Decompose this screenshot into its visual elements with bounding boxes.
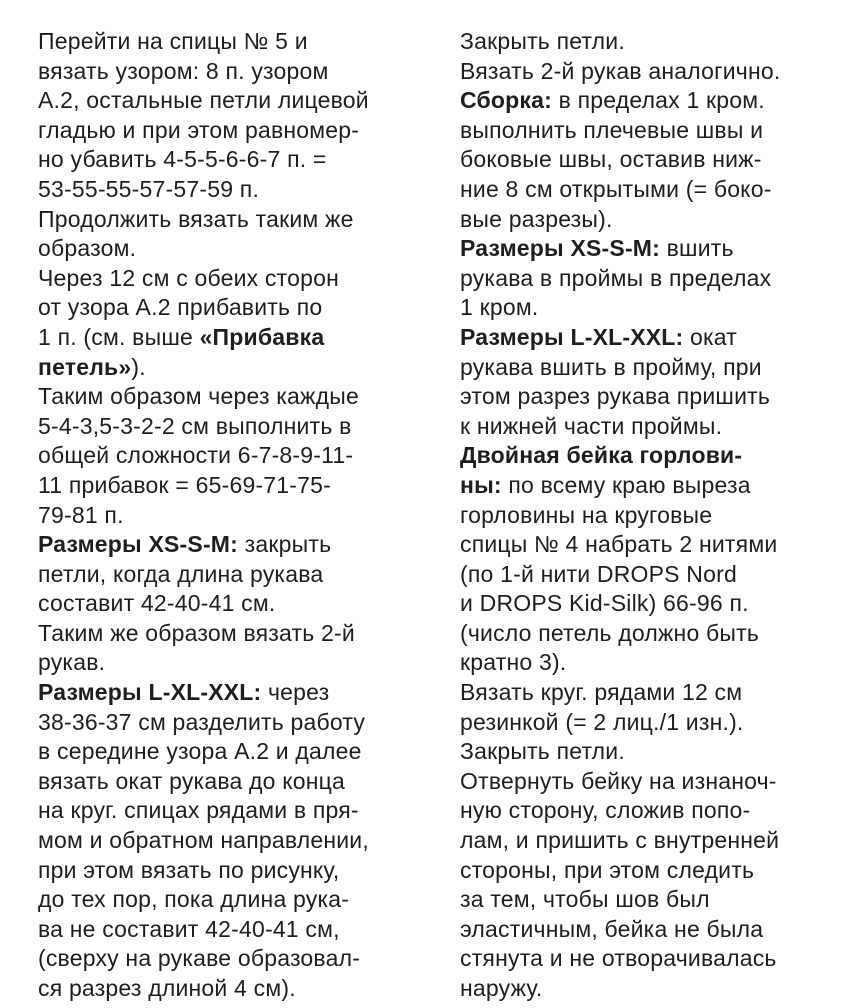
text-line: [460, 353, 780, 383]
body-text: закрыть: [238, 531, 332, 558]
body-text: образом.: [38, 235, 137, 262]
body-text: Закрыть петли.: [460, 28, 625, 54]
body-text: общей сложности 6-7-8-9-11-: [38, 442, 354, 469]
text-line: [38, 382, 369, 412]
text-line: [38, 796, 369, 826]
text-line: [38, 234, 369, 264]
body-text: ся разрез длиной 4 см).: [38, 975, 296, 1001]
text-line: [460, 234, 780, 264]
body-text: от узора A.2 прибавить по: [38, 294, 323, 321]
body-text: ва не составит 42-40-41 см,: [38, 915, 340, 942]
body-text: Закрыть петли.: [460, 738, 625, 765]
body-text: (сверху на рукаве образовал-: [38, 945, 361, 972]
text-line: [38, 708, 369, 738]
text-line: [38, 885, 369, 915]
body-text: и DROPS Kid-Silk) 66-96 п.: [460, 590, 749, 617]
body-text: Через 12 см с обеих сторон: [38, 264, 339, 291]
text-line: [38, 145, 369, 175]
text-line: [460, 796, 780, 826]
body-text: горловины на круговые: [460, 501, 713, 528]
body-text: резинкой (= 2 лиц./1 изн.).: [460, 708, 744, 735]
text-line: [38, 264, 369, 294]
text-line: [460, 856, 780, 886]
body-text: Таким же образом вязать 2-й: [38, 619, 355, 646]
text-line: [38, 116, 369, 146]
text-line: [38, 27, 369, 57]
body-text: но убавить 4-5-5-6-6-7 п. =: [38, 146, 327, 173]
text-line: [460, 175, 780, 205]
body-text: к нижней части проймы.: [460, 412, 723, 439]
bold-heading-text: «Прибавка: [199, 323, 325, 350]
body-text: ).: [131, 353, 146, 380]
bold-heading-text: Размеры L-XL-XXL:: [460, 323, 684, 350]
text-line: [38, 205, 369, 235]
body-text: ную сторону, сложив попо-: [460, 797, 751, 824]
body-text: рукава вшить в пройму, при: [460, 353, 762, 380]
text-line: [460, 974, 780, 1004]
text-line: [460, 767, 780, 797]
text-line: [460, 471, 780, 501]
bold-heading-text: петель»: [38, 353, 132, 380]
body-text: 5-4-3,5-3-2-2 см выполнить в: [38, 412, 352, 439]
body-text: наружу.: [460, 975, 543, 1001]
body-text: A.2, остальные петли лицевой: [38, 87, 369, 114]
body-text: составит 42-40-41 см.: [38, 590, 276, 617]
text-line: [460, 737, 780, 767]
text-line: [460, 57, 780, 87]
body-text: (число петель должно быть: [460, 619, 760, 646]
text-line: [38, 353, 369, 383]
bold-heading-text: Сборка:: [460, 87, 552, 114]
text-line: [460, 116, 780, 146]
bold-heading-text: Размеры XS-S-M:: [38, 531, 239, 558]
body-text: Отвернуть бейку на изнаноч-: [460, 767, 777, 794]
text-line: [460, 86, 780, 116]
text-line: [460, 412, 780, 442]
body-text: в пределах 1 кром.: [551, 87, 765, 114]
bold-heading-text: Двойная бейка горлови-: [460, 442, 743, 469]
body-text: Продолжить вязать таким же: [38, 205, 354, 232]
body-text: вязать окат рукава до конца: [38, 767, 346, 794]
text-line: [460, 708, 780, 738]
text-line: [38, 530, 369, 560]
text-line: [38, 471, 369, 501]
body-text: на круг. спицах рядами в пря-: [38, 797, 359, 824]
text-line: [38, 767, 369, 797]
body-text: за тем, чтобы шов был: [460, 886, 710, 913]
body-text: 1 п. (см. выше: [38, 323, 200, 350]
text-line: [38, 441, 369, 471]
body-text: (по 1-й нити DROPS Nord: [460, 560, 737, 587]
text-line: [38, 501, 369, 531]
body-text: стянута и не отворачивалась: [460, 945, 777, 972]
text-line: [460, 27, 780, 57]
body-text: при этом вязать по рисунку,: [38, 856, 340, 883]
body-text: ние 8 см открытыми (= боко-: [460, 175, 772, 202]
body-text: спицы № 4 набрать 2 нитями: [460, 531, 778, 558]
body-text: Вязать 2-й рукав аналогично.: [460, 57, 781, 84]
text-line: [460, 264, 780, 294]
text-line: [460, 323, 780, 353]
body-text: 79-81 п.: [38, 501, 124, 528]
text-line: [460, 441, 780, 471]
body-text: Вязать круг. рядами 12 см: [460, 679, 743, 706]
text-line: [38, 175, 369, 205]
body-text: лам, и пришить с внутренней: [460, 827, 780, 854]
body-text: 1 кром.: [460, 294, 539, 321]
right-text-column: [460, 27, 780, 1004]
body-text: мом и обратном направлении,: [38, 827, 369, 854]
text-line: [38, 619, 369, 649]
body-text: 11 прибавок = 65-69-71-75-: [38, 471, 331, 498]
body-text: вшить: [660, 235, 734, 262]
body-text: рукава в проймы в пределах: [460, 264, 772, 291]
body-text: окат: [683, 323, 737, 350]
text-line: [460, 619, 780, 649]
body-text: в середине узора A.2 и далее: [38, 738, 362, 765]
text-line: [460, 885, 780, 915]
body-text: 53-55-55-57-57-59 п.: [38, 175, 260, 202]
body-text: этом разрез рукава пришить: [460, 383, 771, 410]
body-text: гладью и при этом равномер-: [38, 116, 360, 143]
text-line: [460, 205, 780, 235]
body-text: петли, когда длина рукава: [38, 560, 324, 587]
text-line: [460, 915, 780, 945]
body-text: эластичным, бейка не была: [460, 915, 764, 942]
text-line: [460, 648, 780, 678]
text-line: [460, 589, 780, 619]
text-line: [460, 944, 780, 974]
body-text: стороны, при этом следить: [460, 856, 755, 883]
text-line: [38, 86, 369, 116]
body-text: боковые швы, оставив ниж-: [460, 146, 762, 173]
body-text: вязать узором: 8 п. узором: [38, 57, 329, 84]
body-text: вые разрезы).: [460, 205, 613, 232]
body-text: 38-36-37 см разделить работу: [38, 708, 366, 735]
text-line: [460, 382, 780, 412]
text-line: [38, 826, 369, 856]
text-line: [38, 856, 369, 886]
text-line: [38, 560, 369, 590]
body-text: кратно 3).: [460, 649, 567, 676]
bold-heading-text: Размеры XS-S-M:: [460, 235, 661, 262]
text-line: [460, 678, 780, 708]
text-line: [38, 589, 369, 619]
text-line: [38, 293, 369, 323]
text-line: [460, 145, 780, 175]
body-text: через: [261, 679, 330, 706]
body-text: до тех пор, пока длина рука-: [38, 886, 350, 913]
text-line: [38, 974, 369, 1004]
body-text: Таким образом через каждые: [38, 383, 359, 410]
text-line: [38, 678, 369, 708]
text-line: [460, 560, 780, 590]
text-line: [38, 323, 369, 353]
body-text: рукав.: [38, 649, 106, 676]
text-line: [38, 57, 369, 87]
body-text: выполнить плечевые швы и: [460, 116, 764, 143]
bold-heading-text: ны:: [460, 471, 502, 498]
text-line: [38, 944, 369, 974]
bold-heading-text: Размеры L-XL-XXL:: [38, 679, 262, 706]
left-text-column: [38, 27, 369, 1004]
text-line: [460, 293, 780, 323]
text-line: [460, 501, 780, 531]
text-line: [38, 648, 369, 678]
text-line: [460, 530, 780, 560]
body-text: Перейти на спицы № 5 и: [38, 28, 308, 54]
text-line: [460, 826, 780, 856]
text-line: [38, 915, 369, 945]
text-line: [38, 737, 369, 767]
text-line: [38, 412, 369, 442]
body-text: по всему краю выреза: [501, 471, 751, 498]
